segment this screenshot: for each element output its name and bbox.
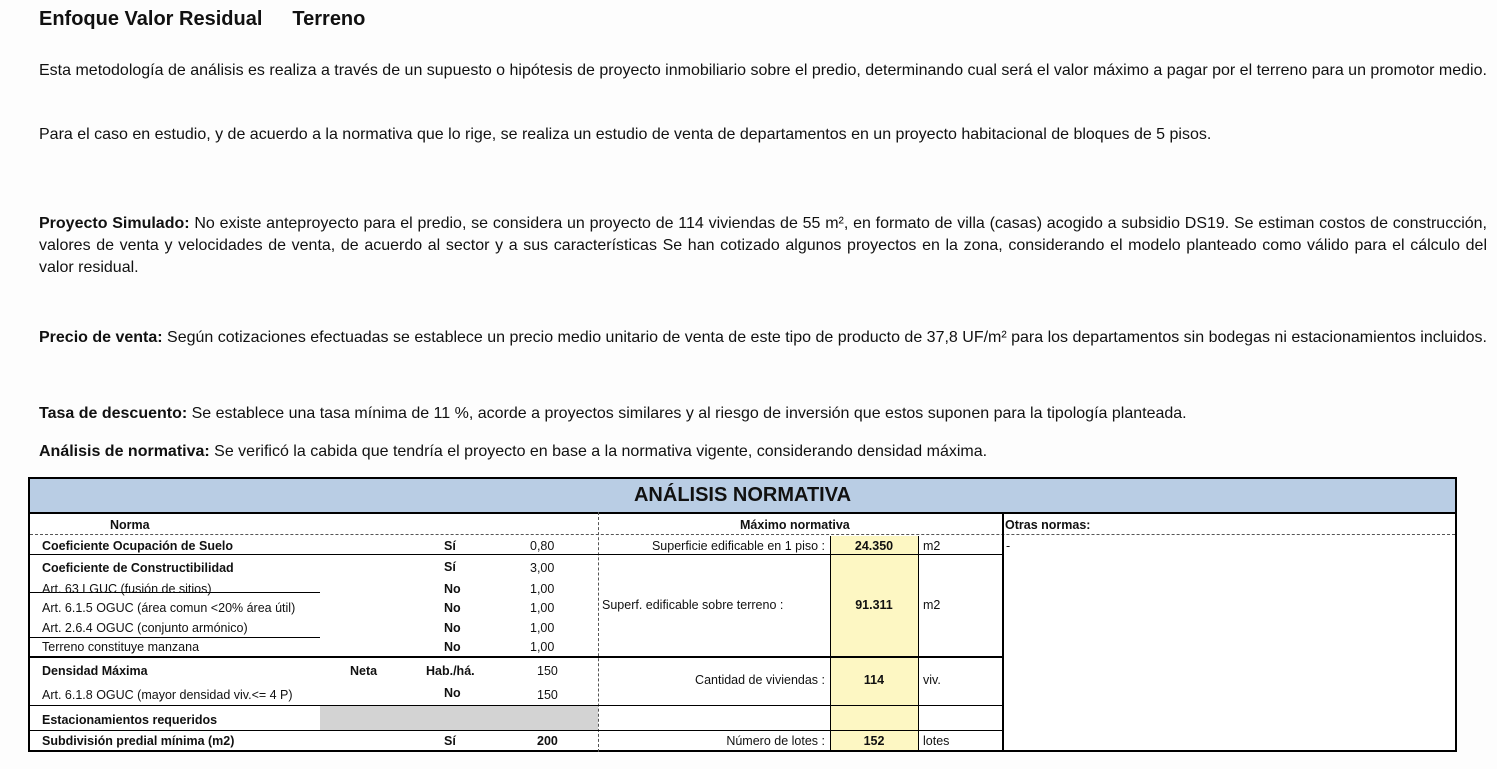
max-value: 24.350 <box>854 539 894 553</box>
col-divider-value-r <box>918 536 919 750</box>
row-flag: Hab./há. <box>426 664 475 678</box>
row-label: Terreno constituye manzana <box>42 640 200 654</box>
max-label: Número de lotes : <box>726 734 825 748</box>
row-label: Coeficiente de Constructibilidad <box>42 561 234 575</box>
row-label: Estacionamientos requeridos <box>42 713 218 727</box>
discount-rate-label: Tasa de descuento: <box>39 405 188 422</box>
normative-analysis-label: Análisis de normativa: <box>39 443 210 460</box>
row-value: 3,00 <box>530 561 555 575</box>
row-flag: Sí <box>444 734 456 748</box>
sale-price-text: Según cotizaciones efectuadas se establece un precio medio unitario de venta de este tipo de producto de 37,8 UF/m² para los departamentos sin bodegas ni estacionamientos incluidos. <box>162 329 1487 346</box>
row-flag: Sí <box>444 560 456 574</box>
page-title-sub: Terreno <box>292 8 366 30</box>
row-label: Art. 6.1.5 OGUC (área comun <20% área útil) <box>42 601 296 615</box>
sale-price-label: Precio de venta: <box>39 329 163 346</box>
row-value: 1,00 <box>530 582 555 596</box>
max-unit: m2 <box>923 539 941 553</box>
max-label: Cantidad de viviendas : <box>695 673 825 687</box>
row-flag: No <box>444 601 461 615</box>
table-title: ANÁLISIS NORMATIVA <box>30 479 1455 514</box>
max-label: Superficie edificable en 1 piso : <box>651 539 825 553</box>
max-value: 152 <box>863 734 885 748</box>
simulated-project-text: No existe anteproyecto para el predio, se considera un proyecto de 114 viviendas de 55 m², en formato de villa (casas) acogido a subsidio DS19. Se estiman costos de construcción, valores de venta y velocidades de venta, de acuerdo al sector y a sus características Se han cotizado algunos proyectos en la zona, considerando el modelo planteado como válido para el cálculo del valor residual. <box>39 215 1488 276</box>
row-value: 0,80 <box>530 539 555 553</box>
max-label: Superf. edificable sobre terreno : <box>602 598 784 612</box>
row-value: 150 <box>537 664 558 678</box>
simulated-project-label: Proyecto Simulado: <box>39 215 190 232</box>
discount-rate-paragraph <box>39 403 1487 425</box>
row-divider-1 <box>30 554 1002 555</box>
row-flag: No <box>444 621 461 635</box>
col-divider-right <box>1002 512 1004 752</box>
row-label: Art. 2.6.4 OGUC (conjunto armónico) <box>42 621 248 635</box>
col-divider-value-l <box>830 536 831 750</box>
page-title <box>39 8 365 31</box>
row-label: Subdivisión predial mínima (m2) <box>42 734 235 748</box>
row-flag: No <box>444 640 461 654</box>
page-title-main: Enfoque Valor Residual <box>39 8 263 30</box>
row-value: 1,00 <box>530 621 555 635</box>
constr-sub-divider-2 <box>30 637 320 638</box>
normative-analysis-text: Se verificó la cabida que tendría el proyecto en base a la normativa vigente, considerando densidad máxima. <box>209 443 988 460</box>
max-value: 91.311 <box>855 598 893 612</box>
row-label: Art. 6.1.8 OGUC (mayor densidad viv.<= 4 P) <box>42 688 293 702</box>
row-flag: Sí <box>444 539 456 553</box>
discount-rate-text: Se establece una tasa mínima de 11 %, acorde a proyectos similares y al riesgo de inversión que estos suponen para la tipología planteada. <box>187 405 1187 422</box>
header-divider <box>30 534 1455 535</box>
row-label: Coeficiente Ocupación de Suelo <box>42 539 234 553</box>
max-unit: viv. <box>923 673 941 687</box>
row-divider-2 <box>30 656 1002 658</box>
row-neta: Neta <box>350 664 378 678</box>
intro-paragraph: Esta metodología de análisis es realiza a través de un supuesto o hipótesis de proyecto inmobiliario sobre el predio, determinando cual será el valor máximo a pagar por el terreno para un promotor medio. <box>39 62 1487 79</box>
max-unit: lotes <box>923 734 950 748</box>
row-flag: No <box>444 582 461 596</box>
col-divider-left <box>598 512 599 752</box>
sale-price-paragraph <box>39 327 1487 349</box>
row-divider-3 <box>30 705 1002 706</box>
row-value: 200 <box>537 734 558 748</box>
header-otras: Otras normas: <box>1005 518 1091 532</box>
blank-gray-cell <box>320 705 598 730</box>
max-unit: m2 <box>923 598 941 612</box>
row-divider-4 <box>30 730 1002 731</box>
otras-value: - <box>1006 539 1011 553</box>
row-value: 1,00 <box>530 640 555 654</box>
normative-analysis-paragraph <box>39 441 1487 463</box>
case-paragraph: Para el caso en estudio, y de acuerdo a la normativa que lo rige, se realiza un estudio de venta de departamentos en un proyecto habitacional de bloques de 5 pisos. <box>39 126 1212 143</box>
simulated-project-paragraph <box>39 213 1487 279</box>
row-value: 150 <box>537 688 558 702</box>
row-value: 1,00 <box>530 601 555 615</box>
header-norma: Norma <box>110 518 150 532</box>
highlight-column <box>830 536 918 750</box>
normative-analysis-table <box>28 477 1457 752</box>
row-label: Art. 63 LGUC (fusión de sitios) <box>42 582 212 596</box>
row-flag: No <box>444 686 461 700</box>
row-label: Densidad Máxima <box>42 664 148 678</box>
header-maximo: Máximo normativa <box>740 518 850 532</box>
max-value: 114 <box>863 673 885 687</box>
